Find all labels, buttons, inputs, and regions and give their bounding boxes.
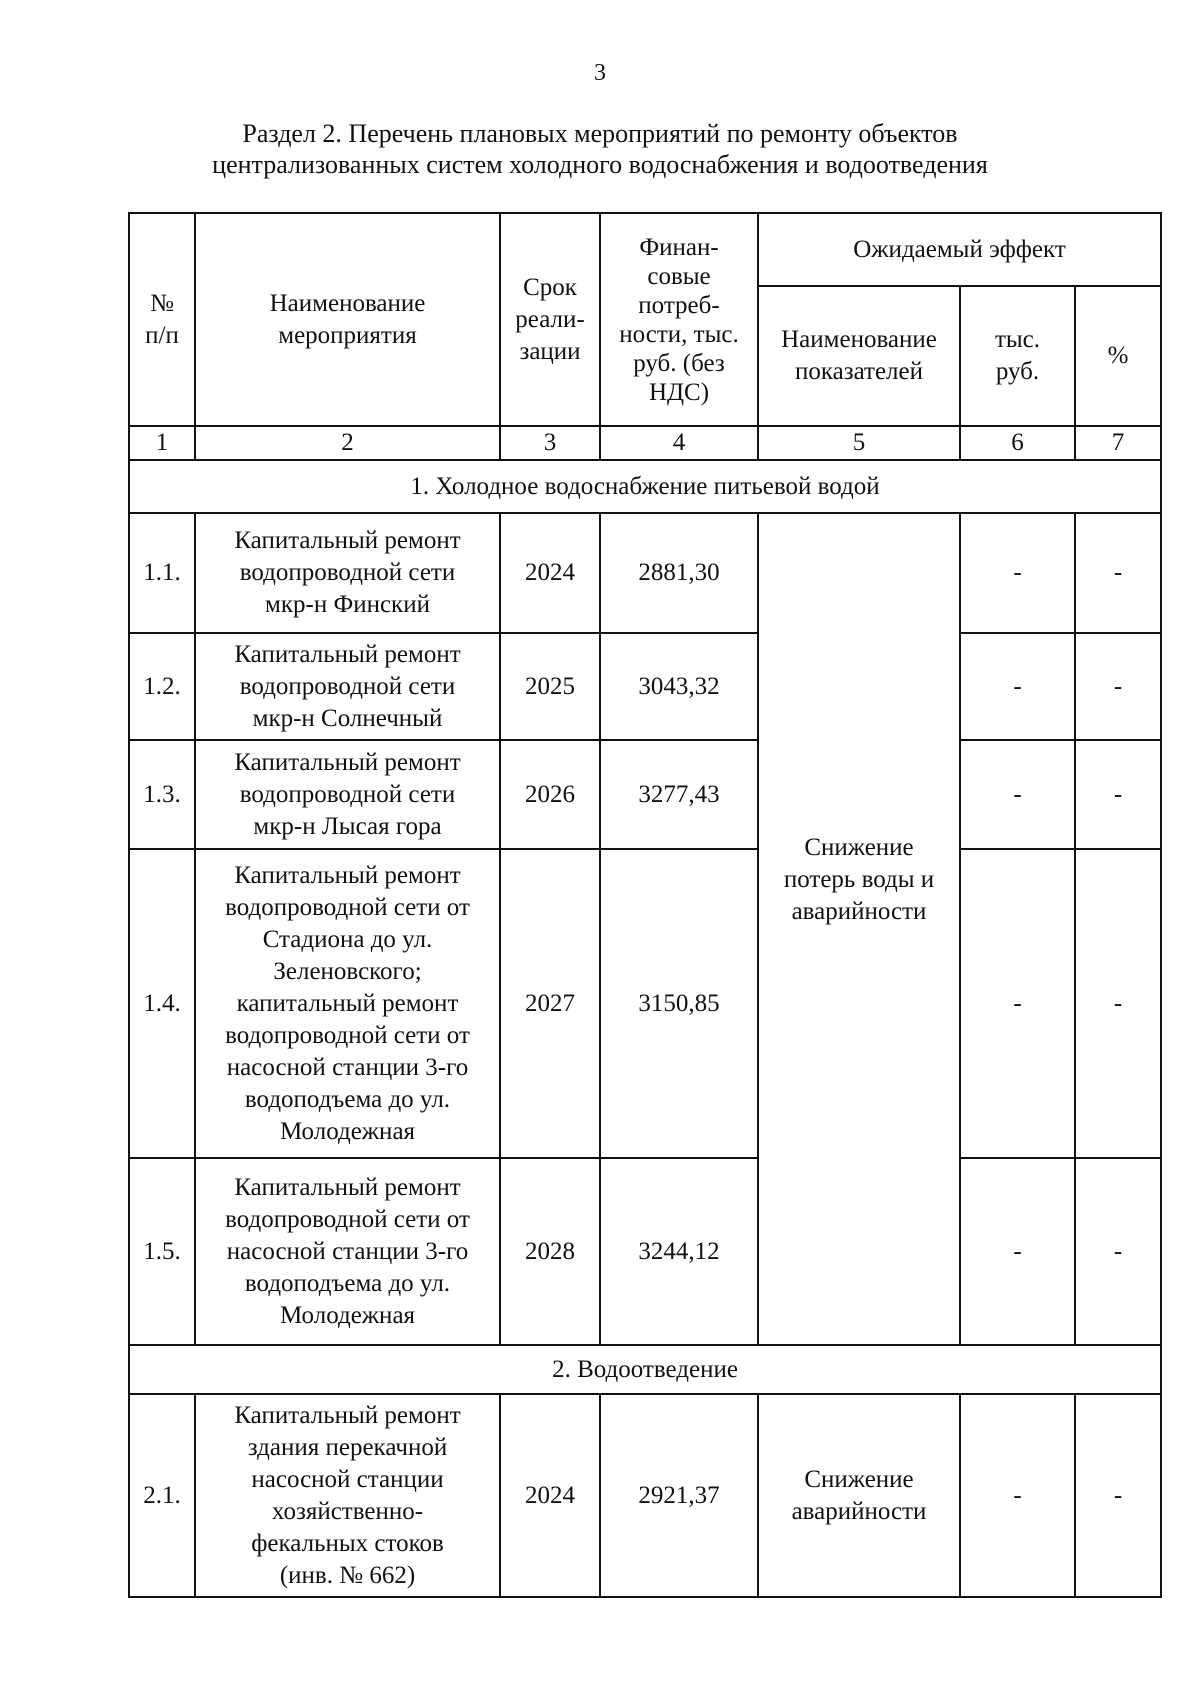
row-pct: - (1075, 513, 1161, 633)
row-amount: 3043,32 (600, 633, 758, 740)
header-row-1 (129, 213, 1161, 286)
column-number-row (129, 426, 1161, 460)
row-name-line: Капитальный ремонт (234, 527, 461, 554)
row-number: 1.4. (129, 849, 195, 1158)
row-rub: - (960, 633, 1075, 740)
header-thousand-rub (960, 286, 1075, 426)
row-name-line: водоподъема до ул. (244, 1269, 451, 1297)
row-name (195, 1394, 500, 1597)
row-name-line: водопроводной сети (239, 559, 456, 586)
row-year: 2024 (500, 1394, 600, 1597)
row-name-line: насосной станции 3-го (226, 1053, 469, 1081)
row-name-line: насосной станции (251, 1465, 444, 1493)
header-term-line: зации (519, 337, 581, 365)
row-amount: 2881,30 (600, 513, 758, 633)
header-name-line: мероприятия (278, 321, 417, 349)
header-effect: Ожидаемый эффект (758, 213, 1161, 286)
row-number: 1.1. (129, 513, 195, 633)
row-pct: - (1075, 1158, 1161, 1345)
row-name (195, 1158, 500, 1345)
page-title (0, 118, 1200, 180)
section-title: 1. Холодное водоснабжение питьевой водой (129, 460, 1161, 513)
repair-plan-table (128, 212, 1162, 1598)
row-rub: - (960, 1158, 1075, 1345)
column-number: 7 (1075, 426, 1161, 460)
row-year: 2026 (500, 740, 600, 849)
row-rub: - (960, 849, 1075, 1158)
row-name-line: водопроводной сети от (225, 893, 470, 921)
row-name-line: Капитальный ремонт (234, 861, 461, 889)
header-term (500, 213, 600, 426)
header-finance-line: совые (647, 262, 711, 290)
row-name-line: здания перекачной (247, 1433, 448, 1461)
row-number: 1.2. (129, 633, 195, 740)
table-row (129, 1158, 1161, 1345)
header-rub-line: тыс. (994, 326, 1041, 353)
header-finance-line: руб. (без (633, 349, 725, 377)
row-name-line: насосной станции 3-го (226, 1237, 469, 1265)
header-finance (600, 213, 758, 426)
header-num (129, 213, 195, 426)
row-name-line: Зеленовского; (273, 957, 422, 985)
row-number: 1.3. (129, 740, 195, 849)
row-name-line: водопроводной сети (239, 672, 456, 700)
header-percent: % (1075, 286, 1161, 426)
row-amount: 2921,37 (600, 1394, 758, 1597)
column-number: 3 (500, 426, 600, 460)
header-num-line: № (150, 289, 174, 317)
header-name-line: Наименование (269, 289, 426, 317)
row-amount: 3277,43 (600, 740, 758, 849)
row-effect-line: потерь воды и (783, 866, 935, 893)
section-row (129, 1345, 1161, 1394)
row-effect (758, 513, 960, 1345)
column-number: 5 (758, 426, 960, 460)
row-rub: - (960, 740, 1075, 849)
header-finance-line: потреб- (638, 291, 720, 319)
row-pct: - (1075, 1394, 1161, 1597)
header-num-line: п/п (145, 321, 179, 349)
row-name (195, 740, 500, 849)
row-effect-line: Снижение (804, 834, 914, 861)
row-name-line: Капитальный ремонт (234, 748, 461, 776)
row-name-line: (инв. № 662) (279, 1561, 416, 1589)
row-name (195, 513, 500, 633)
header-finance-line: ности, тыс. (619, 320, 739, 348)
table-row (129, 513, 1161, 633)
header-finance-line: НДС) (648, 378, 710, 406)
row-year: 2027 (500, 849, 600, 1158)
row-name (195, 633, 500, 740)
title-line-1: Раздел 2. Перечень плановых мероприятий по ремонту объектов (242, 119, 958, 148)
table-row (129, 740, 1161, 849)
row-name-line: Капитальный ремонт (234, 1173, 461, 1201)
row-year: 2025 (500, 633, 600, 740)
row-name-line: водопроводной сети от (225, 1205, 470, 1233)
row-amount: 3244,12 (600, 1158, 758, 1345)
section-row (129, 460, 1161, 513)
row-amount: 3150,85 (600, 849, 758, 1158)
row-pct: - (1075, 849, 1161, 1158)
column-number: 6 (960, 426, 1075, 460)
header-indicators (758, 286, 960, 426)
table-row (129, 849, 1161, 1158)
row-rub: - (960, 513, 1075, 633)
column-number: 2 (195, 426, 500, 460)
header-indicators-line: Наименование (781, 326, 937, 353)
column-number: 4 (600, 426, 758, 460)
row-number: 1.5. (129, 1158, 195, 1345)
row-name-line: водопроводной сети (239, 780, 456, 808)
row-name-line: капитальный ремонт (236, 989, 459, 1017)
title-line-2: централизованных систем холодного водоснабжения и водоотведения (212, 150, 988, 179)
row-name-line: мкр-н Лысая гора (253, 812, 442, 840)
row-name-line: мкр-н Финский (265, 591, 430, 618)
row-effect-line: аварийности (791, 1497, 927, 1525)
header-rub-line: руб. (995, 358, 1040, 385)
row-name-line: водоподъема до ул. (244, 1085, 451, 1113)
header-term-line: реали- (515, 305, 585, 333)
row-name-line: Молодежная (279, 1301, 416, 1329)
row-name-line: фекальных стоков (251, 1529, 444, 1557)
row-name (195, 849, 500, 1158)
row-rub: - (960, 1394, 1075, 1597)
row-effect-line: аварийности (791, 898, 927, 925)
page-number: 3 (594, 60, 606, 86)
row-year: 2028 (500, 1158, 600, 1345)
row-name-line: Капитальный ремонт (234, 1401, 461, 1429)
row-pct: - (1075, 740, 1161, 849)
row-effect-line: Снижение (804, 1465, 914, 1493)
row-pct: - (1075, 633, 1161, 740)
row-name-line: Капитальный ремонт (234, 640, 461, 668)
table-row (129, 633, 1161, 740)
section-title: 2. Водоотведение (129, 1345, 1161, 1394)
table-row (129, 1394, 1161, 1597)
row-name-line: хозяйственно- (271, 1497, 424, 1525)
row-name-line: Молодежная (279, 1117, 416, 1145)
row-name-line: Стадиона до ул. (262, 925, 433, 953)
header-finance-line: Финан- (639, 233, 719, 261)
row-name-line: водопроводной сети от (225, 1021, 470, 1049)
header-name (195, 213, 500, 426)
column-number: 1 (129, 426, 195, 460)
header-term-line: Срок (523, 273, 577, 301)
row-name-line: мкр-н Солнечный (252, 704, 443, 732)
row-effect (758, 1394, 960, 1597)
row-year: 2024 (500, 513, 600, 633)
header-indicators-line: показателей (794, 358, 924, 385)
row-number: 2.1. (129, 1394, 195, 1597)
